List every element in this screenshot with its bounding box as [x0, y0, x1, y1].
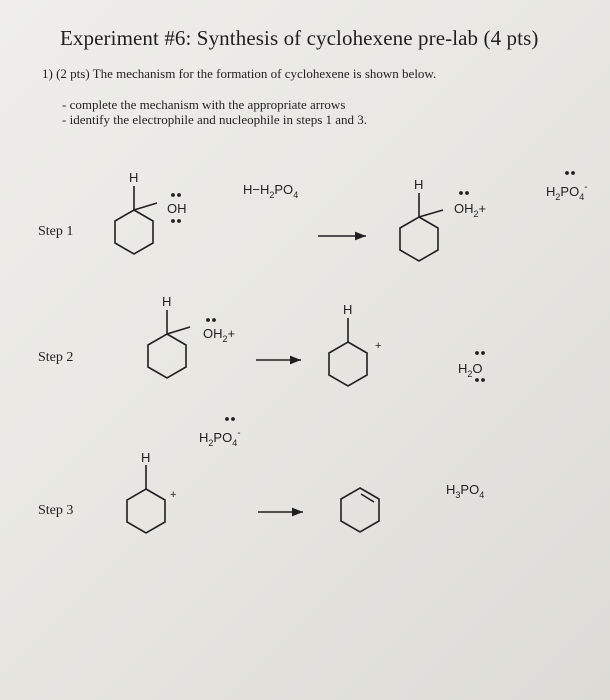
water-lone-pair-top: [475, 351, 485, 355]
step-2-positive-charge: +: [375, 340, 382, 352]
step-2-reactant-h: H: [162, 294, 172, 309]
protonated-alcohol-structure-step-2: [148, 310, 190, 378]
step-3-phosphoric-acid-label: $H_3PO_4$: [446, 482, 485, 500]
step-1-oxonium-label: $OH_2+$: [454, 201, 487, 219]
step-2-carbocation-h: H: [343, 302, 353, 317]
water-lone-pair-bottom: [475, 378, 485, 382]
oh2-lone-pair-step-2: [206, 318, 216, 322]
carbocation-structure-step-3: [127, 465, 165, 533]
instruction-identify: - identify the electrophile and nucleophile in steps 1 and 3.: [62, 112, 368, 127]
step-2-water-label: $H_2O$: [458, 361, 483, 379]
step-3-carbocation-h: H: [141, 450, 151, 465]
h2po4-lone-pair-step-1: [565, 171, 575, 175]
step-3-label: Step 3: [38, 503, 74, 518]
oh-lone-pair-top: [171, 193, 181, 197]
step-1-label: Step 1: [38, 224, 74, 239]
page-title: Experiment #6: Synthesis of cyclohexene pre-lab (4 pts): [60, 26, 539, 50]
step-2-label: Step 2: [38, 350, 74, 365]
step-1-hydroxyl-label: OH: [167, 201, 187, 216]
protonated-alcohol-structure: [400, 193, 443, 261]
step-1-phosphoric-acid-label: $H-H_2PO_4$: [243, 182, 299, 200]
oh2-lone-pair-step-1: [459, 191, 469, 195]
cyclohexene-structure: [341, 488, 379, 532]
oh-lone-pair-bottom: [171, 219, 181, 223]
step-3-positive-charge: +: [170, 489, 177, 501]
cyclohexanol-structure: [115, 186, 157, 254]
step-2-oxonium-label: $OH_2+$: [203, 326, 236, 344]
step-1-reactant-h: H: [129, 170, 139, 185]
question-text: 1) (2 pts) The mechanism for the formation of cyclohexene is shown below.: [42, 66, 437, 81]
instruction-arrows: - complete the mechanism with the appropriate arrows: [62, 97, 346, 112]
carbocation-structure: [329, 318, 367, 386]
step-3-base-label: $H_2PO_4^-$: [199, 428, 241, 448]
step-1-product-h: H: [414, 177, 424, 192]
h2po4-lone-pair-step-3: [225, 417, 235, 421]
step-1-dihydrogen-phosphate-label: $H_2PO_4^-$: [546, 182, 588, 202]
